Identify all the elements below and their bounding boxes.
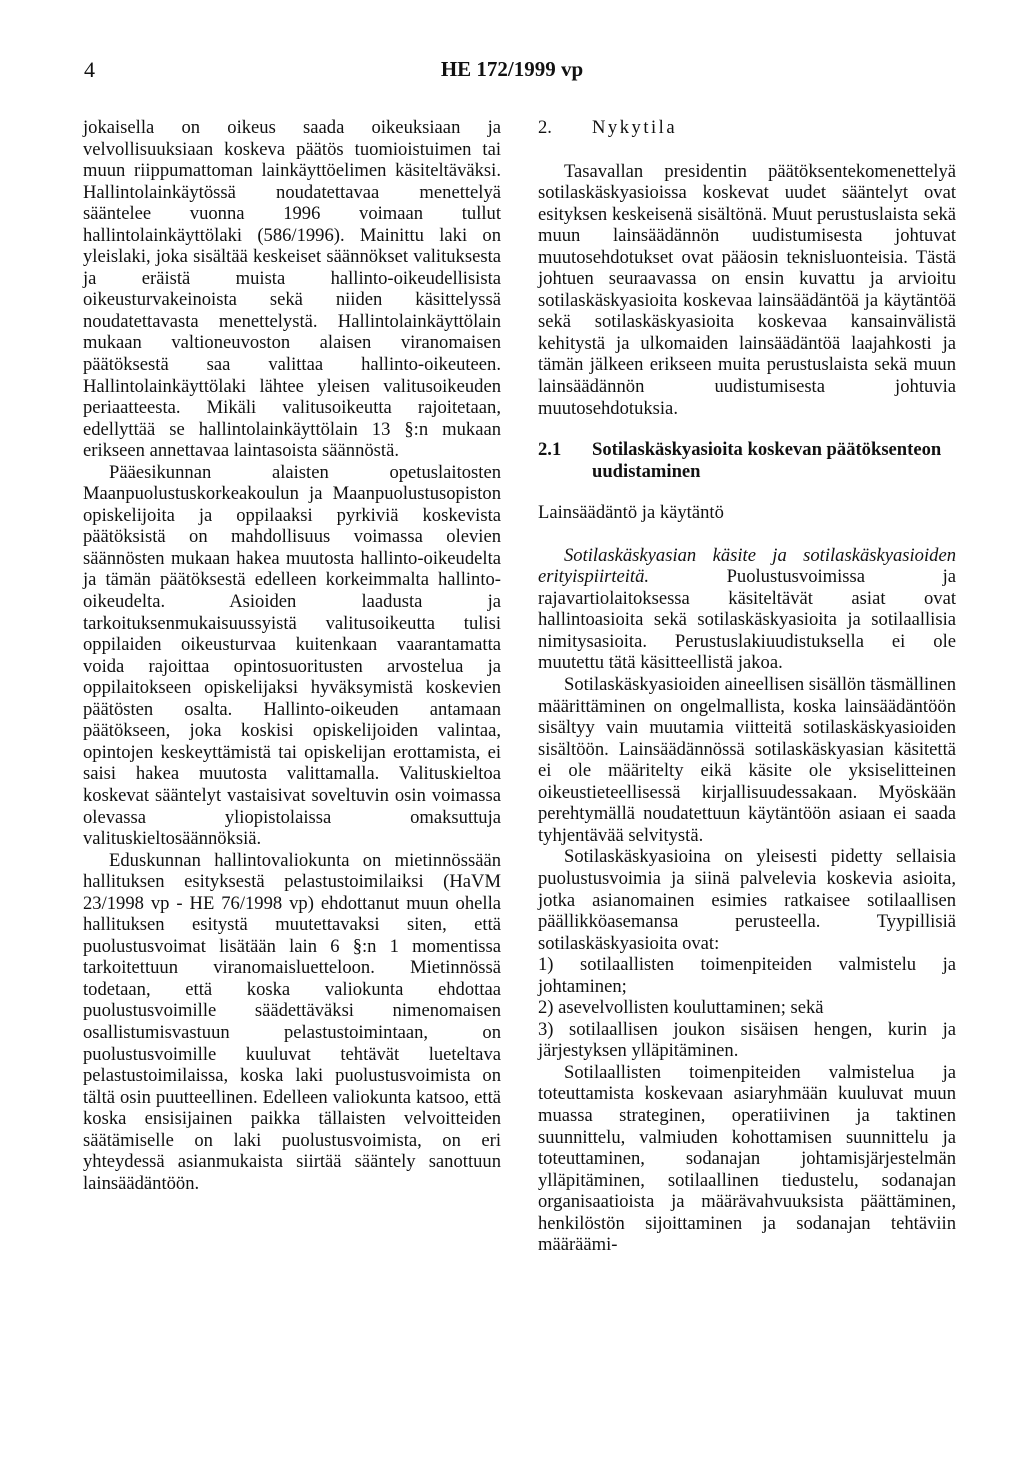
subsection-number: 2.1: [538, 439, 562, 461]
paragraph: Pääesikunnan alaisten opetuslaitosten Maanpuolustuskorkeakoulun ja Maanpuolustusopiston opiskelijoita ja oppilaaksi pyrkiviä koskevista päätöksistä on mahdollisuus voimassa olevien säännösten mukaan hakea muutosta hallinto-oikeudelta ja tämän päätöksestä edelleen korkeimmalta hallinto-oikeudelta. Asioiden laadusta ja tarkoituksenmukaisuussyistä valitusoikeutta tulisi oppilaiden oikeusturvaa kuitenkaan vaarantamatta voida rajoittaa opintosuoritusten arvostelua ja oppilaitokseen opiskelijaksi hyväksymistä koskevien päätösten osalta. Hallinto-oikeuden antamaan päätökseen, joka koskisi opiskelijoiden valintaa, opintojen keskeyttämistä tai opiskelijan erottamista, ei saisi hakea muutosta valittamalla. Valituskieltoa koskevat sääntelyt vastaisivat soveltuvin osin voimassa olevassa yliopistolaissa omaksuttuja valituskieltosäännöksiä.: [83, 461, 501, 850]
right-column: [538, 117, 956, 1256]
subsection-title: Sotilaskäskyasioita koskevan päätöksenteon uudistaminen: [592, 439, 942, 482]
running-head: HE 172/1999 vp: [440, 57, 584, 81]
section-number: 2.: [538, 117, 552, 138]
paragraph: Sotilaallisten toimenpiteiden valmistelua ja toteuttamista koskevaan asiaryhmään kuuluvat muun muassa strateginen, operatiivinen ja taktinen suunnittelu, valmiuden kohottamisen suunnittelu ja toteuttaminen, sodanajan johtamisjärjestelmän ylläpitäminen, sotilaallinen tiedustelu, sodanajan organisaatioista ja määrävahvuuksista päättäminen, henkilöstön sijoittaminen ja sodanajan tehtäviin määräämi-: [538, 1061, 956, 1256]
paragraph: Sotilaskäskyasioiden aineellisen sisällön täsmällinen määrittäminen on ongelmallista, koska lainsäädäntöön sisältyy vain muutamia viitteitä sotilaskäskyasioiden sisältöön. Lainsäädännössä sotilaskäskyasian käsitettä ei ole määritelty eikä käsite ole yksiselitteinen oikeustieteellisessä kirjallisuudessakaan. Myöskään perehtymällä noudatettuun käytäntöön asiaan ei saada tyhjentävää selvitystä.: [538, 674, 956, 846]
paragraph: Tasavallan presidentin päätöksentekomenettelyä sotilaskäskyasioissa koskevat uudet sääntelyt ovat esityksen keskeisenä sisältönä. Muut perustuslaista sekä muun lainsäädännön uudistumisesta johtuvat muutosehdotukset ovat pääosin teknisluonteisia. Tästä johtuen seuraavassa on ensin kuvattu ja arvioitu sotilaskäskyasioita koskevaa lainsäädäntöä ja käytäntöä sekä sotilaskäskyasioita koskevaa kansainvälistä kehitystä ja ulkomaiden lainsäädäntöä laajahkosti ja tämän jälkeen erikseen muita perustuslaista sekä muun lainsäädännön uudistumisesta johtuvia muutosehdotuksia.: [538, 160, 956, 419]
paragraph: [538, 545, 956, 674]
section-heading: [538, 117, 956, 139]
list-item: 2) asevelvollisten kouluttaminen; sekä: [538, 997, 824, 1019]
paragraph: Eduskunnan hallintovaliokunta on mietinnössään hallituksen esityksestä pelastustoimilaiksi (HaVM 23/1998 vp - HE 76/1998 vp) ehdottanut muun ohella hallituksen esitystä muutettavaksi siten, että puolustusvoimat lisätään lain 6 §:n 1 momentissa tarkoitettuun viranomaisluetteloon. Mietinnössä todetaan, että koska valiokunta ehdottaa puolustusvoimille säädettäväksi nimenomaisen osallistumisvastuun pelastustoimintaan, on puolustusvoimille kuuluvat tehtävät lueteltava pelastustoimilaissa, koska laki puolustusvoimista on tältä osin puutteellinen. Edelleen valiokunta katsoo, että koska ensisijainen paikka tällaisten velvoitteiden säätämiselle on laki puolustusvoimista, on eri yhteydessä asianmukaista siirtää sääntely sanottuun lainsäädäntöön.: [83, 849, 501, 1194]
list-item: 1) sotilaallisten toimenpiteiden valmistelu ja johtaminen;: [538, 954, 956, 997]
section-title: Nykytila: [592, 117, 678, 138]
paragraph: jokaisella on oikeus saada oikeuksiaan ja velvollisuuksiaan koskeva päätös tuomioistuimen tai muun riippumattoman lainkäyttöelimen käsiteltäväksi. Hallintolainkäytössä noudatettavaa menettelyä sääntelee vuonna 1996 voimaan tullut hallintolainkäyttölaki (586/1996). Mainittu laki on yleislaki, joka sisältää keskeiset säännökset valituksesta ja eräistä muista hallinto-oikeudellisista oikeusturvakeinoista sekä niiden käsittelyssä noudatettavasta menettelystä. Hallintolainkäyttölain mukaan valtioneuvoston alaisen viranomaisen päätöksestä saa valittaa hallinto-oikeuteen. Hallintolainkäyttölaki lähtee yleisen valitusoikeuden periaatteesta. Mikäli valitusoikeutta rajoitetaan, edellyttää se hallintolainkäyttölain 13 §:n mukaan erikseen annettavaa laintasoista säännöstä.: [83, 117, 501, 462]
paragraph: Sotilaskäskyasioina on yleisesti pidetty sellaisia puolustusvoimia ja siinä palvelevia koskevia asioita, jotka asianomainen esimies ratkaisee sotilaallisen päällikköasemansa perusteella. Tyypillisiä sotilaskäskyasioita ovat:: [538, 846, 956, 954]
subsection-heading: [538, 439, 956, 482]
left-column: [83, 117, 501, 1194]
italic-lead-in: Sotilaskäskyasian käsite ja sotilaskäskyasioiden erityispiirteitä.: [538, 544, 956, 588]
plain-heading: Lainsäädäntö ja käytäntö: [538, 502, 724, 524]
page-number: 4: [84, 57, 95, 82]
list-item: 3) sotilaallisen joukon sisäisen hengen, kurin ja järjestyksen ylläpitäminen.: [538, 1018, 956, 1062]
lead-in-text: Puolustusvoimissa ja rajavartiolaitoksessa käsiteltävät asiat ovat hallintoasioita sekä sotilaskäskyasioita ja sotilaallisia nimitysasioita. Perustuslakiuudistuksella ei ole muutettu tätä käsitteellistä jakoa.: [538, 566, 956, 674]
